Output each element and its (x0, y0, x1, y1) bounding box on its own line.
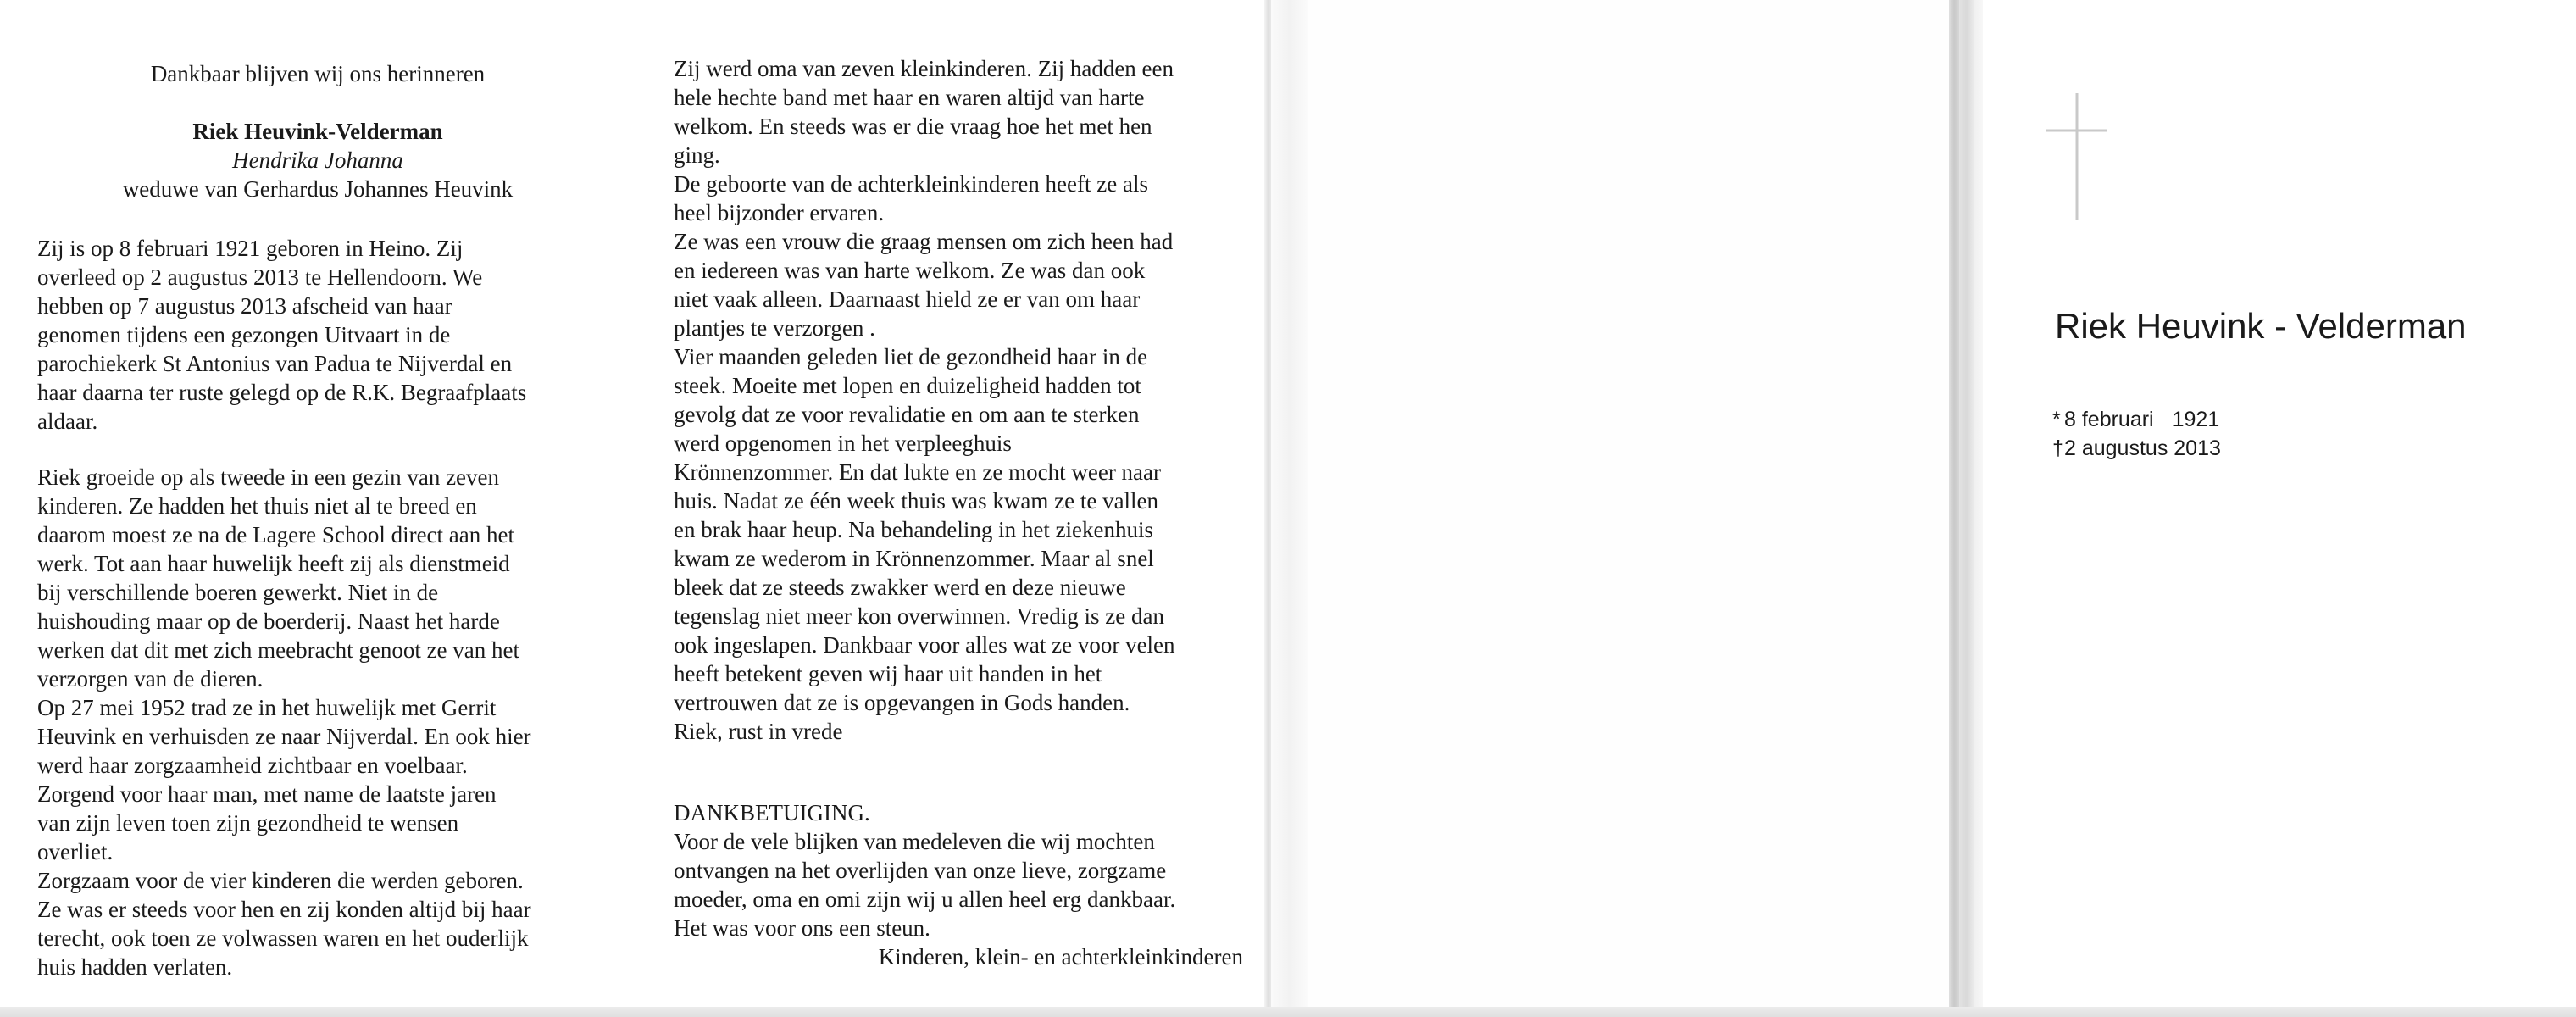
given-names: Hendrika Johanna (232, 147, 403, 173)
thanks-signature: Kinderen, klein- en achterkleinkinderen (878, 944, 1243, 970)
birth-star-icon: * (2052, 408, 2061, 431)
thanks-text: Voor de vele blijken van medeleven die wij mochten ontvangen na het overlijden van onze lieve, zorgzame moeder, oma en omi zijn wij u allen heel erg dankbaar. Het was voor ons een steun. (674, 829, 1176, 941)
birth-date-row (2052, 405, 2391, 434)
scan-bottom-edge (0, 1007, 2576, 1017)
death-date: 2 augustus 2013 (2064, 436, 2221, 460)
deceased-name: Riek Heuvink-Velderman (192, 119, 443, 144)
biography-paragraph-1: Zij is op 8 februari 1921 geboren in Heino. Zij overleed op 2 augustus 2013 te Hellendoorn. We hebben op 7 augustus 2013 afscheid van haar genomen tijdens een gezongen Uitvaart in de parochiekerk St Antonius van Padua te Nijverdal en haar daarna ter ruste gelegd op de R.K. Begraafplaats aldaar. (37, 236, 527, 434)
biography-paragraph-2: Riek groeide op als tweede in een gezin van zeven kinderen. Ze hadden het thuis niet al te breed en daarom moest ze na de Lagere School direct aan het werk. Tot aan haar huwelijk heeft zij als dienstmeid bij verschillende boeren gewerkt. Niet in de huishouding maar op de boerderij. Naast het harde werken dat dit met zich meebracht genoot ze van het verzorgen van de dieren. Op 27 mei 1952 trad ze in het huwelijk met Gerrit Heuvink en verhuisden ze naar Nijverdal. En ook hier werd haar zorgzaamheid zichtbaar en voelbaar. Zorgend voor haar man, met name de laatste jaren van zijn leven toen zijn gezondheid te wensen overliet. Zorgzaam voor de vier kinderen die werden geboren. Ze was er steeds voor hen en zij konden altijd bij haar terecht, ook toen ze volwassen waren en het ouderlijk huis hadden verlaten. (37, 464, 531, 980)
thanks-heading: DANKBETUIGING. (674, 800, 870, 825)
death-dagger-icon: † (2052, 436, 2064, 460)
cover-fold-shadow (1949, 0, 1959, 1013)
latin-cross-icon (2046, 93, 2107, 220)
cover-spine-edge (1974, 0, 1983, 1013)
page-gap (1271, 0, 1308, 1013)
front-name: Riek Heuvink - Velderman (2055, 306, 2467, 346)
blank-back-page (1305, 0, 1966, 1009)
death-date-row (2052, 434, 2391, 463)
widow-line: weduwe van Gerhardus Johannes Heuvink (122, 176, 514, 202)
cover-spine (1959, 0, 1974, 1013)
birth-year: 1921 (2172, 408, 2220, 431)
birth-date: 8 februari (2064, 408, 2154, 431)
biography-paragraph-3: Zij werd oma van zeven kleinkinderen. Zij hadden een hele hechte band met haar en waren altijd van harte welkom. En steeds was er die vraag hoe het met hen ging. De geboorte van de achterkleinkinderen heeft ze als heel bijzonder ervaren. Ze was een vrouw die graag mensen om zich heen had en iedereen was van harte welkom. Ze was dan ook niet vaak alleen. Daarnaast hield ze er van om haar plantjes te verzorgen . Vier maanden geleden liet de gezondheid haar in de steek. Moeite met lopen en duizeligheid hadden tot gevolg dat ze voor revalidatie en om aan te sterken werd opgenomen in het verpleeghuis Krönnenzommer. En dat lukte en ze mocht weer naar huis. Nadat ze één week thuis was kwam ze te vallen en brak haar heup. Na behandeling in het ziekenhuis kwam ze wederom in Krönnenzommer. Maar al snel bleek dat ze steeds zwakker werd en deze nieuwe tegenslag niet meer kon overwinnen. Vredig is ze dan ook ingeslapen. Dankbaar voor alles wat ze voor velen heeft betekent geven wij haar uit handen in het vertrouwen dat ze is opgevangen in Gods handen. Riek, rust in vrede (674, 56, 1175, 744)
intro-heading: Dankbaar blijven wij ons herinneren (150, 61, 486, 86)
